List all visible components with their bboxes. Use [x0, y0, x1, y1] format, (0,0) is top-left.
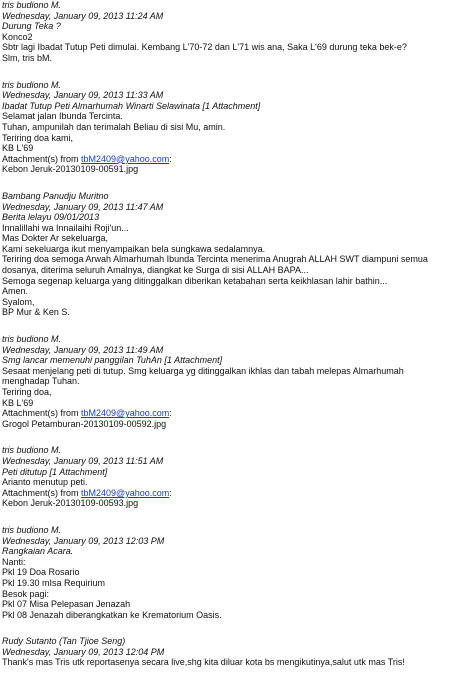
attachment-line [2, 154, 453, 165]
message-line: Pkl 19.30 mIsa Requirium [2, 577, 106, 588]
message-line: Thank's mas Tris utk reportasenya secara live,shg kita diluar kota bs mengikutinya,salut utk mas Tris! [2, 657, 405, 668]
attachment-prefix: Attachment(s) from [2, 153, 82, 164]
message-date: Wednesday, January 09, 2013 11:47 AM [2, 201, 164, 212]
attachment-line [2, 488, 453, 499]
message-subject: Peti ditutup [1 Attachment] [2, 466, 108, 477]
message-sender: tris budiono M. [2, 334, 62, 345]
attachment-suffix: : [169, 408, 172, 419]
message [2, 334, 453, 429]
message [2, 636, 453, 668]
message [2, 0, 453, 64]
message-line: Pkl 19 Doa Rosario [2, 567, 80, 578]
message-line: KB L'69 [2, 397, 34, 408]
message-date: Wednesday, January 09, 2013 12:03 PM [2, 535, 165, 546]
message-date: Wednesday, January 09, 2013 12:04 PM [2, 646, 165, 657]
message-line: Selamat jalan Ibunda Tercinta. [2, 111, 123, 122]
message [2, 445, 453, 509]
message-sender: tris budiono M. [2, 79, 62, 90]
attachment-prefix: Attachment(s) from [2, 408, 82, 419]
message-line: Slm, tris bM. [2, 52, 53, 63]
attachment-email-link[interactable]: tbM2409@yahoo.com [81, 153, 170, 164]
attachment-suffix: : [169, 487, 172, 498]
message-line: Mas Dokter Ar sekeluarga, [2, 233, 109, 244]
attachment-email-link[interactable]: tbM2409@yahoo.com [81, 408, 170, 419]
message-line: Sbtr lagi Ibadat Tutup Peti dimulai. Kembang L'70-72 dan L'71 wis ana, Saka L'69 durung teka bek-e? [2, 42, 407, 53]
message-line: Innalillahi wa Innailaihi Roji'un... [2, 222, 129, 233]
message-date: Wednesday, January 09, 2013 11:49 AM [2, 344, 164, 355]
message [2, 191, 453, 318]
message-subject: Berita lelayu 09/01/2013 [2, 212, 100, 223]
message-line: KB L'69 [2, 143, 34, 154]
message-subject: Ibadat Tutup Peti Almarhumah Winarti Selawinata [1 Attachment] [2, 100, 261, 111]
attachment-file: Grogol Petamburan-20130109-00592.jpg [2, 418, 167, 429]
message [2, 80, 453, 175]
message-line: Amen. [2, 286, 29, 297]
message-line: Semoga segenap keluarga yang ditinggalkan diberikan ketabahan serta keikhlasan lahir bathin... [2, 275, 388, 286]
message-subject: Durung Teka ? [2, 21, 61, 32]
message-sender: Bambang Panudju Muritno [2, 190, 109, 201]
message-line: Teriring doa, [2, 387, 52, 397]
attachment-prefix: Attachment(s) from [2, 487, 82, 498]
message-sender: tris budiono M. [2, 0, 62, 10]
message-line: Besok pagi: [2, 588, 50, 599]
message-line: BP Mur & Ken S. [2, 307, 70, 318]
attachment-email-link[interactable]: tbM2409@yahoo.com [81, 487, 170, 498]
message-sender: tris budiono M. [2, 524, 62, 535]
message-date: Wednesday, January 09, 2013 11:24 AM [2, 10, 164, 21]
message-line: Pkl 08 Jenazah diberangkatkan ke Krematorium Oasis. [2, 609, 222, 620]
attachment-file: Kebon Jeruk-20130109-00591.jpg [2, 164, 139, 175]
message-line: Sesaat menjelang peti di tutup. Smg keluarga yg ditinggalkan ikhlas dan tabah melepas Almarhumah menghadap Tuhan. [2, 365, 404, 387]
message-line: Tuhan, ampunilah dan terimalah Beliau di sisi Mu, amin. [2, 121, 226, 132]
message-line: Teriring doa semoga Arwah Almarhumah Ibunda Tercinta menerima Anugrah ALLAH SWT diampuni semua dosanya, diterima seluruh Amalnya, diangkat ke Surga di sisi ALLAH BAPA... [2, 254, 428, 276]
attachment-suffix: : [169, 153, 172, 164]
message-date: Wednesday, January 09, 2013 11:51 AM [2, 455, 164, 466]
message-line: Syalom, [2, 296, 35, 307]
message-line: Konco2 [2, 31, 33, 42]
attachment-line [2, 408, 453, 419]
message-subject: Rangkaian Acara. [2, 546, 74, 557]
message-date: Wednesday, January 09, 2013 11:33 AM [2, 90, 164, 101]
message-line: Teriring doa kami, [2, 132, 74, 143]
message-sender: Rudy Sutanto (Tan Tjioe Seng) [2, 636, 126, 647]
message-line: Arianto menutup peti. [2, 477, 88, 488]
message-line: Pkl 07 Misa Pelepasan Jenazah [2, 599, 131, 610]
message-line: Nanti: [2, 556, 26, 567]
message-subject: Smg lancar memenuhi panggilan TuhAn [1 Attachment] [2, 355, 223, 366]
message-line: Kami sekeluarga ikut menyampaikan bela sungkawa sedalamnya. [2, 243, 266, 254]
attachment-file: Kebon Jeruk-20130109-00593.jpg [2, 498, 139, 509]
message-sender: tris budiono M. [2, 445, 62, 456]
message [2, 525, 453, 620]
